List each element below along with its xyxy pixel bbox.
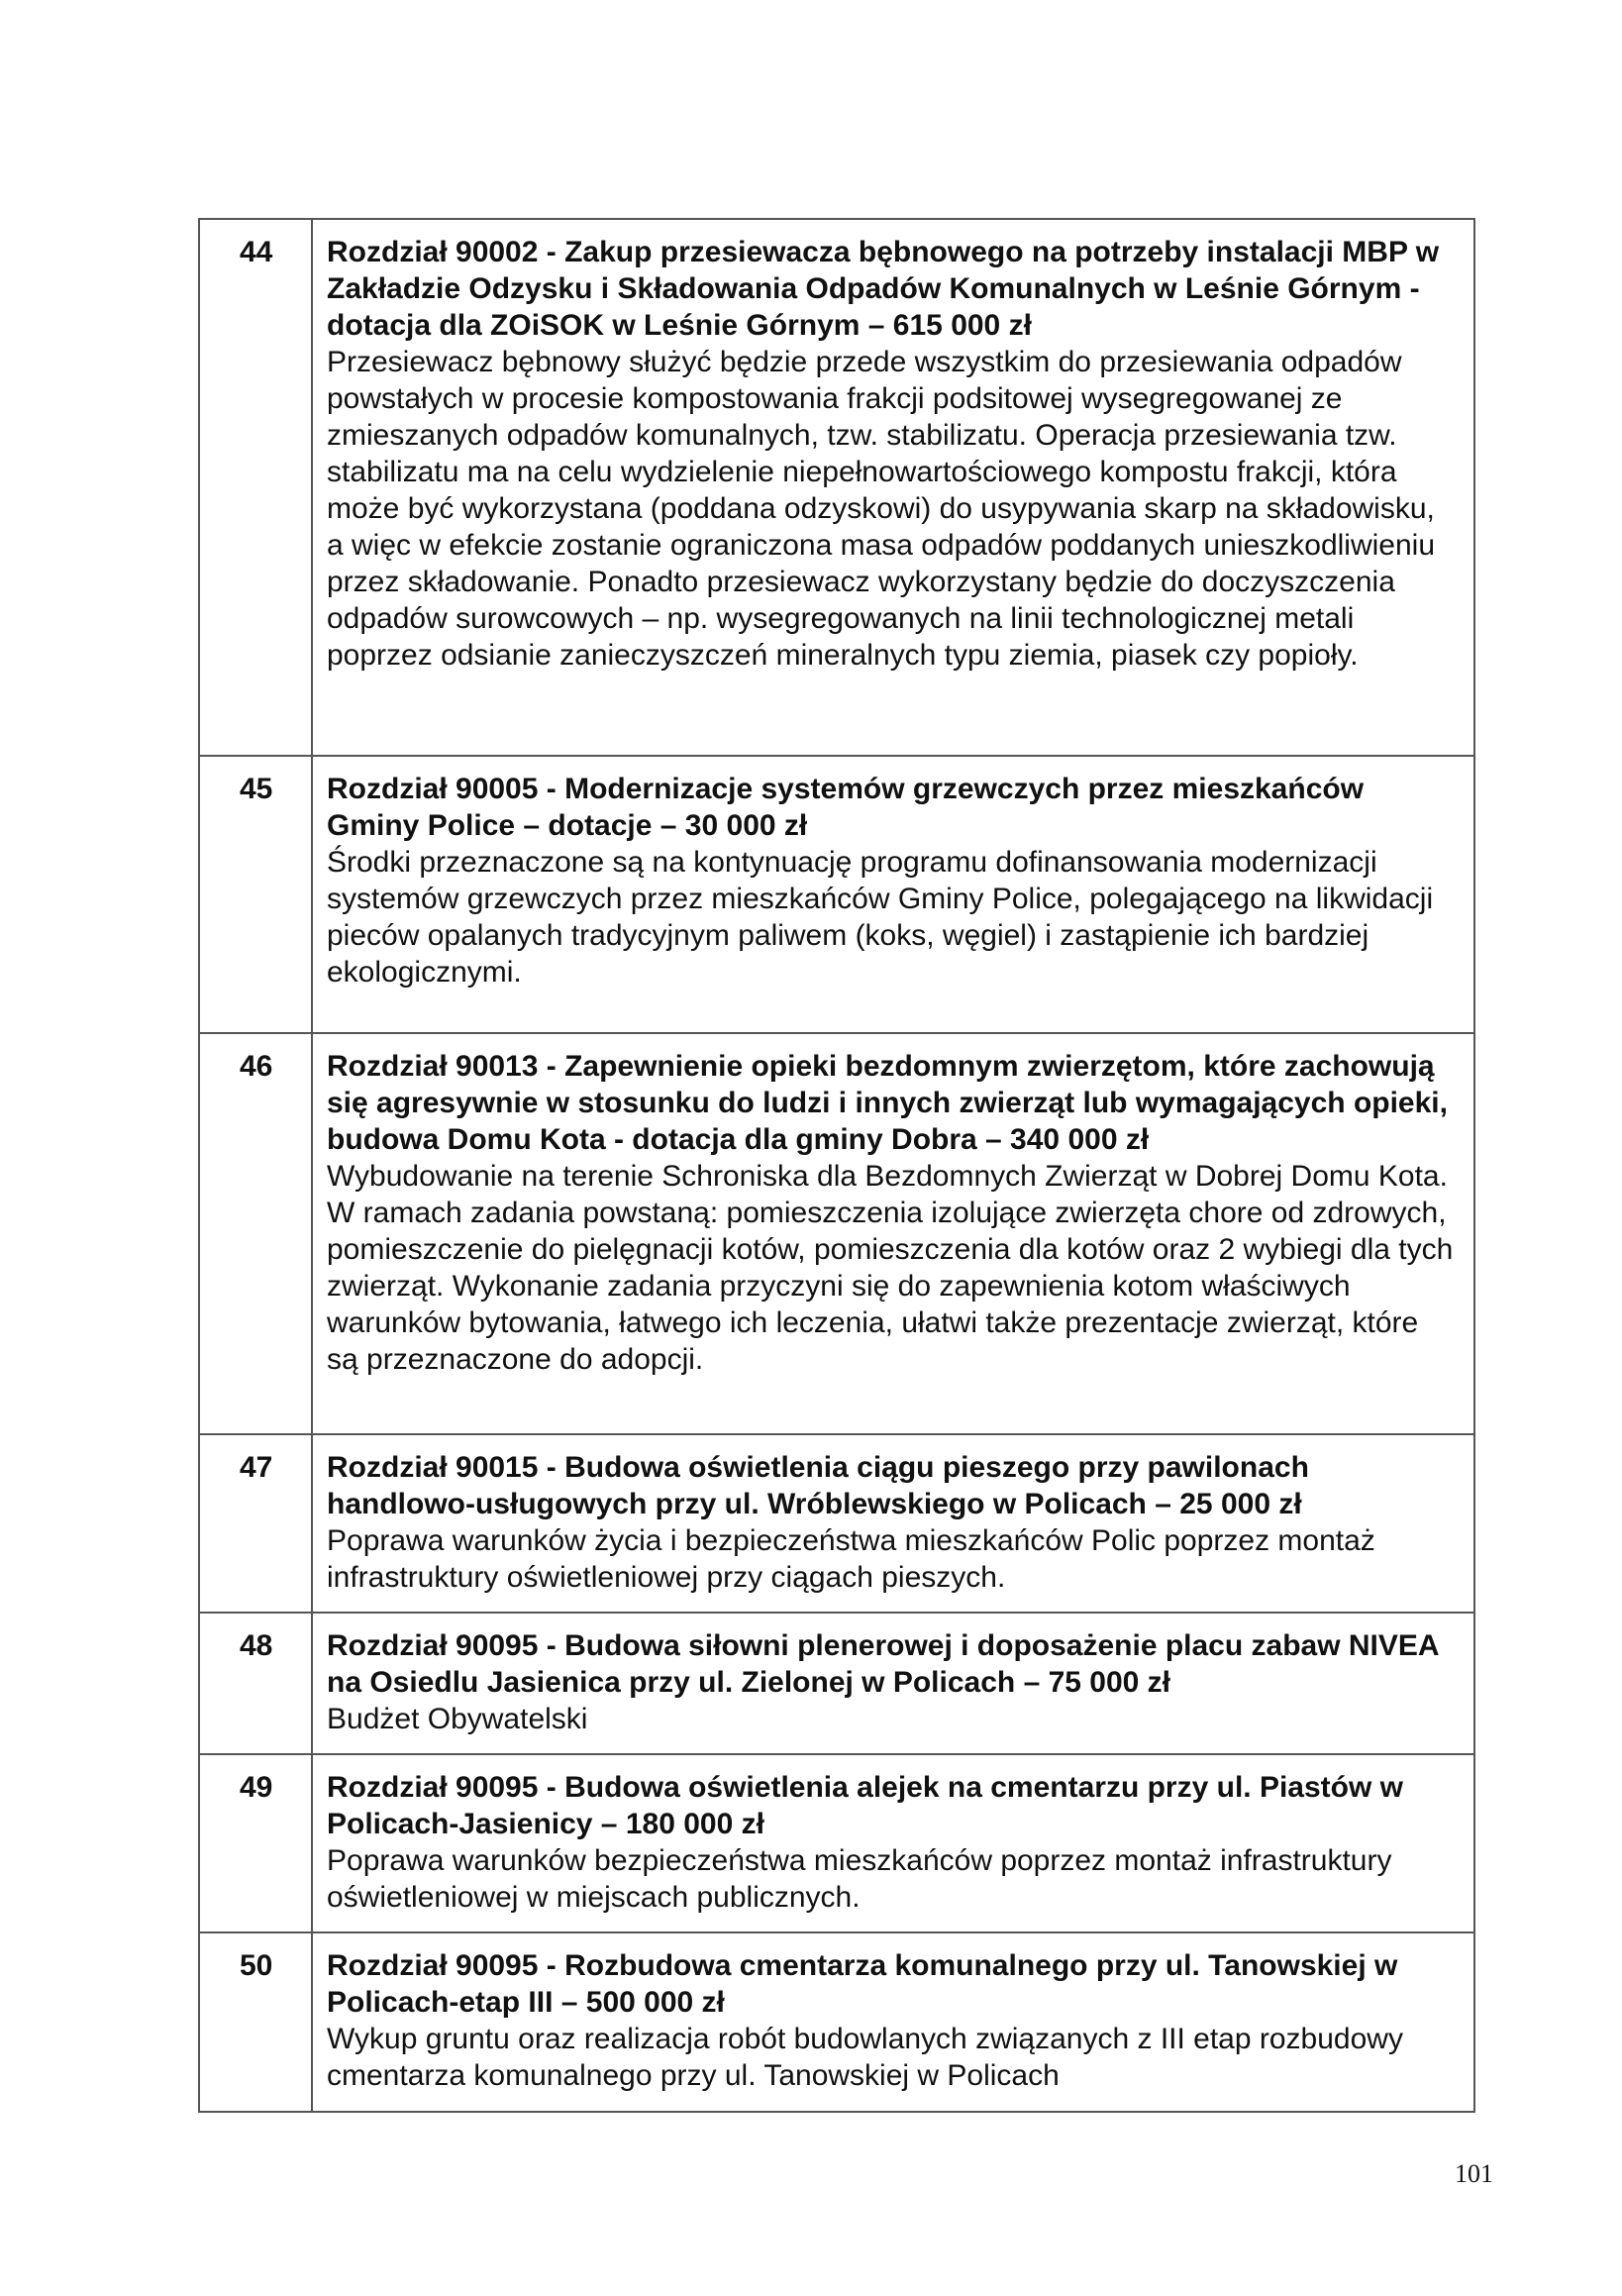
item-number: 47 [199, 1434, 312, 1613]
table-row [199, 219, 1474, 756]
item-content [312, 756, 1474, 1033]
item-description: Wykup gruntu oraz realizacja robót budowlanych związanych z III etap rozbudowy cmentarza komunalnego przy ul. Tanowskiej w Policach [327, 2023, 1403, 2092]
item-content [312, 1434, 1474, 1613]
item-title: Rozdział 90013 - Zapewnienie opieki bezdomnym zwierzętom, które zachowują się agresywnie w stosunku do ludzi i innych zwierząt lub wymagających opieki, budowa Domu Kota - dotacja dla gminy Dobra – 340 000 zł [327, 1050, 1448, 1156]
table-row [199, 756, 1474, 1033]
item-description: Wybudowanie na terenie Schroniska dla Bezdomnych Zwierząt w Dobrej Domu Kota. W ramach zadania powstaną: pomieszczenia izolujące zwierzęta chore od zdrowych, pomieszczenie do pielęgnacji kotów, pomieszczenia dla kotów oraz 2 wybiegi dla tych zwierząt. Wykonanie zadania przyczyni się do zapewnienia kotom właściwych warunków bytowania, łatwego ich leczenia, ułatwi także prezentacje zwierząt, które są przeznaczone do adopcji. [327, 1160, 1454, 1376]
item-number: 50 [199, 1932, 312, 2112]
item-number: 49 [199, 1754, 312, 1932]
item-number: 45 [199, 756, 312, 1033]
table-row [199, 1613, 1474, 1754]
table-row [199, 1033, 1474, 1434]
table-row [199, 1434, 1474, 1613]
item-description: Przesiewacz bębnowy służyć będzie przede wszystkim do przesiewania odpadów powstałych w procesie kompostowania frakcji podsitowej wysegregowanej ze zmieszanych odpadów komunalnych, tzw. stabilizatu. Operacja przesiewania tzw. stabilizatu ma na celu wydzielenie niepełnowartościowego kompostu frakcji, która może być wykorzystana (poddana odzyskowi) do usypywania skarp na składowisku, a więc w efekcie zostanie ograniczona masa odpadów poddanych unieszkodliwieniu przez składowanie. Ponadto przesiewacz wykorzystany będzie do doczyszczenia odpadów surowcowych – np. wysegregowanych na linii technologicznej metali poprzez odsianie zanieczyszczeń mineralnych typu ziemia, piasek czy popioły. [327, 346, 1436, 672]
table-row [199, 1932, 1474, 2112]
item-number: 46 [199, 1033, 312, 1434]
item-description: Poprawa warunków życia i bezpieczeństwa mieszkańców Polic poprzez montaż infrastruktury oświetleniowej przy ciągach pieszych. [327, 1524, 1375, 1594]
item-title: Rozdział 90095 - Rozbudowa cmentarza komunalnego przy ul. Tanowskiej w Policach-etap III – 500 000 zł [327, 1949, 1398, 2019]
item-description: Poprawa warunków bezpieczeństwa mieszkańców poprzez montaż infrastruktury oświetleniowej w miejscach publicznych. [327, 1844, 1392, 1914]
item-description: Budżet Obywatelski [327, 1703, 588, 1735]
item-content [312, 1754, 1474, 1932]
budget-items-table [198, 218, 1475, 2113]
item-title: Rozdział 90095 - Budowa siłowni plenerowej i doposażenie placu zabaw NIVEA na Osiedlu Jasienica przy ul. Zielonej w Policach – 75 000 zł [327, 1629, 1439, 1699]
item-number: 44 [199, 219, 312, 756]
item-content [312, 1033, 1474, 1434]
table-row [199, 1754, 1474, 1932]
item-content [312, 1932, 1474, 2112]
item-title: Rozdział 90002 - Zakup przesiewacza bębnowego na potrzeby instalacji MBP w Zakładzie Odzysku i Składowania Odpadów Komunalnych w Leśnie Górnym - dotacja dla ZOiSOK w Leśnie Górnym – 615 000 zł [327, 236, 1440, 342]
item-title: Rozdział 90005 - Modernizacje systemów grzewczych przez mieszkańców Gminy Police – dotacje – 30 000 zł [327, 773, 1365, 842]
item-title: Rozdział 90095 - Budowa oświetlenia alejek na cmentarzu przy ul. Piastów w Policach-Jasienicy – 180 000 zł [327, 1771, 1403, 1840]
item-content [312, 219, 1474, 756]
item-number: 48 [199, 1613, 312, 1754]
item-content [312, 1613, 1474, 1754]
item-title: Rozdział 90015 - Budowa oświetlenia ciągu pieszego przy pawilonach handlowo-usługowych przy ul. Wróblewskiego w Policach – 25 000 zł [327, 1451, 1309, 1520]
item-description: Środki przeznaczone są na kontynuację programu dofinansowania modernizacji systemów grzewczych przez mieszkańców Gminy Police, polegającego na likwidacji pieców opalanych tradycyjnym paliwem (koks, węgiel) i zastąpienie ich bardziej ekologicznymi. [327, 846, 1434, 989]
page-number: 101 [1455, 2159, 1493, 2188]
